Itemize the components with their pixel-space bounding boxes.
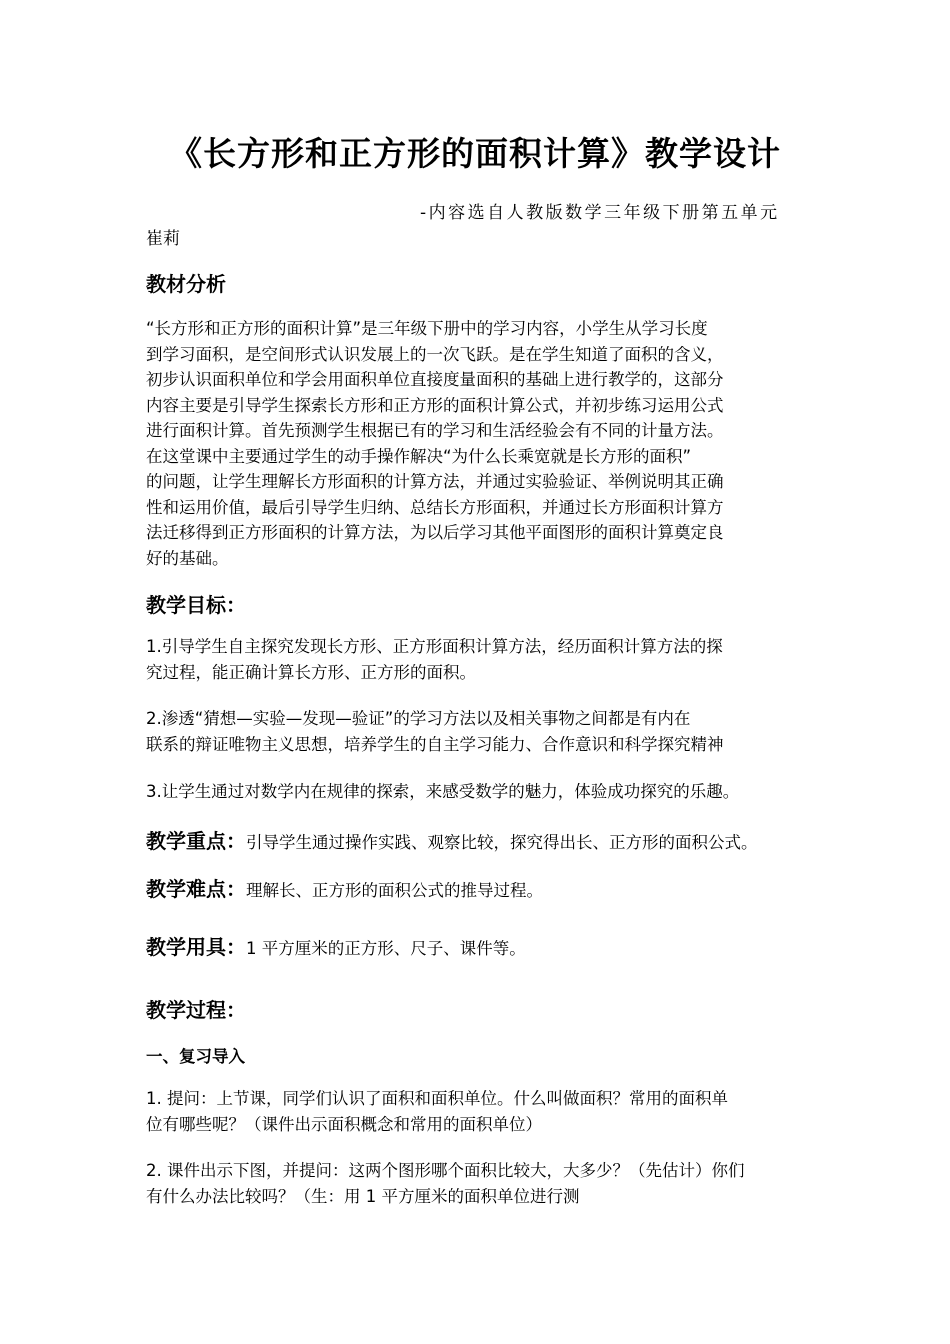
analysis-line: 在这堂课中主要通过学生的动手操作解决“为什么长乘宽就是长方形的面积” (146, 446, 692, 466)
analysis-paragraph (146, 316, 814, 571)
analysis-line: 内容主要是引导学生探索长方形和正方形的面积计算公式，并初步练习运用公式 (146, 395, 724, 415)
analysis-line: 性和运用价值，最后引导学生归纳、总结长方形面积，并通过长方形面积计算方 (146, 497, 724, 517)
goal-2 (146, 706, 814, 757)
goals-heading: 教学目标： (146, 593, 246, 617)
section-1-heading: 一、复习导入 (146, 1047, 245, 1066)
question-1-line: 1. 提问：上节课，同学们认识了面积和面积单位。什么叫做面积？常用的面积单 (146, 1089, 728, 1108)
analysis-line: 进行面积计算。首先预测学生根据已有的学习和生活经验会有不同的计量方法。 (146, 421, 724, 440)
difficulty-point (146, 874, 814, 906)
question-1-line: 位有哪些呢？（课件出示面积概念和常用的面积单位） (146, 1114, 542, 1134)
goal-1-line: 1.引导学生自主探究发现长方形、正方形面积计算方法，经历面积计算方法的探 (146, 637, 723, 656)
process-heading: 教学过程： (146, 998, 246, 1022)
tools-label: 教学用具： (146, 935, 246, 959)
goal-2-line: 2.渗透“猜想—实验—发现—验证”的学习方法以及相关事物之间都是有内在 (146, 709, 691, 728)
key-point-text: 引导学生通过操作实践、观察比较，探究得出长、正方形的面积公式。 (246, 833, 758, 852)
goal-1 (146, 634, 814, 685)
tools-text: 1 平方厘米的正方形、尺子、课件等。 (246, 939, 526, 958)
analysis-heading: 教材分析 (146, 272, 226, 296)
question-2-line: 2. 课件出示下图，并提问：这两个图形哪个面积比较大，大多少？（先估计）你们 (146, 1161, 745, 1180)
key-point-label: 教学重点： (146, 829, 246, 853)
goal-3-line: 3.让学生通过对数学内在规律的探索，来感受数学的魅力，体验成功探究的乐趣。 (146, 782, 740, 801)
key-point (146, 826, 814, 858)
question-2 (146, 1158, 814, 1209)
analysis-line: 到学习面积，是空间形式认识发展上的一次飞跃。是在学生知道了面积的含义， (146, 344, 724, 364)
goal-3 (146, 779, 814, 805)
analysis-line: “长方形和正方形的面积计算”是三年级下册中的学习内容，小学生从学习长度 (146, 319, 708, 338)
teaching-tools (146, 932, 814, 964)
analysis-line: 的问题，让学生理解长方形面积的计算方法，并通过实验验证、举例说明其正确 (146, 472, 724, 491)
analysis-line: 好的基础。 (146, 548, 229, 568)
question-2-line: 有什么办法比较吗？（生：用 1 平方厘米的面积单位进行测 (146, 1186, 580, 1206)
document-subtitle: -内容选自人教版数学三年级下册第五单元 (420, 203, 780, 223)
document-title: 《长方形和正方形的面积计算》教学设计 (169, 134, 781, 173)
analysis-line: 初步认识面积单位和学会用面积单位直接度量面积的基础上进行教学的，这部分 (146, 370, 724, 389)
analysis-line: 法迁移得到正方形面积的计算方法，为以后学习其他平面图形的面积计算奠定良 (146, 523, 724, 542)
goal-1-line: 究过程，能正确计算长方形、正方形的面积。 (146, 662, 476, 682)
document-author: 崔莉 (146, 229, 180, 249)
difficulty-text: 理解长、正方形的面积公式的推导过程。 (246, 881, 543, 900)
question-1 (146, 1086, 814, 1137)
difficulty-label: 教学难点： (146, 877, 246, 901)
goal-2-line: 联系的辩证唯物主义思想，培养学生的自主学习能力、合作意识和科学探究精神 (146, 734, 724, 754)
